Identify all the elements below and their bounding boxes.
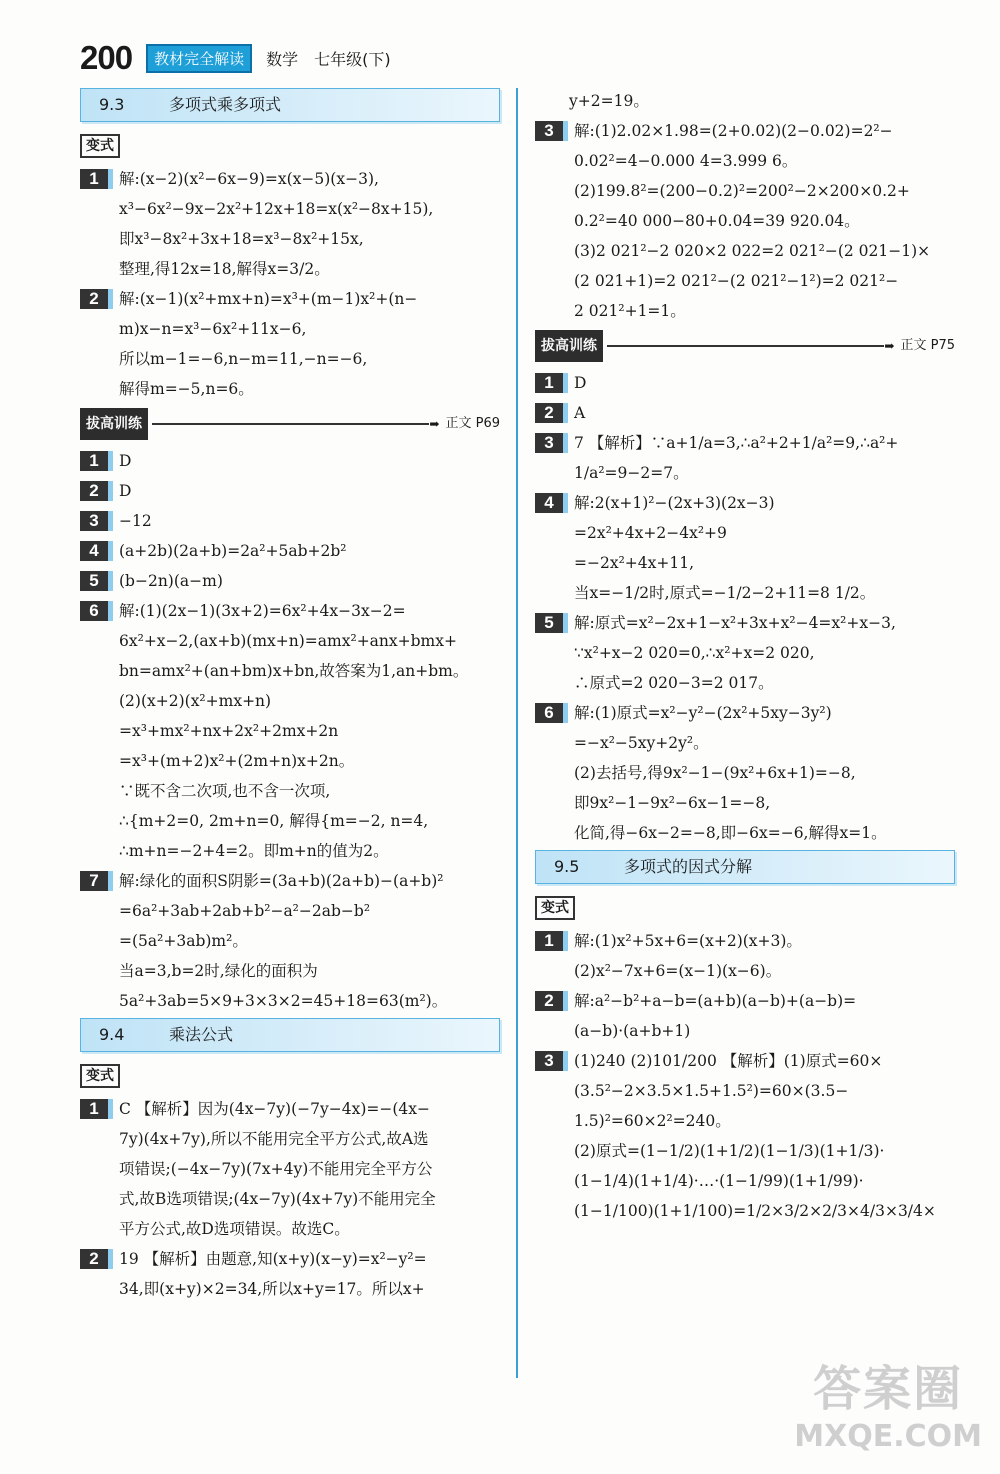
question-number: 2 (80, 1249, 113, 1269)
page-header (80, 38, 391, 78)
section-header-9-5: 9.5 多项式的因式分解 (535, 850, 955, 884)
answer-line: D (574, 374, 587, 392)
variant-tag: 变式 (535, 896, 575, 920)
question-number: 1 (535, 373, 568, 393)
answer-line: 平方公式,故D选项错误。故选C。 (119, 1220, 350, 1238)
answer-item (80, 446, 500, 476)
answer-line: 解:(1)x²+5x+6=(x+2)(x+3)。 (574, 932, 802, 950)
answer-body (574, 986, 955, 1046)
arrow-icon: ➡ (429, 417, 440, 431)
answer-item (535, 1046, 955, 1226)
answer-item (535, 698, 955, 848)
answer-line: 当a=3,b=2时,绿化的面积为 (119, 962, 318, 980)
answer-line: C 【解析】因为(4x−7y)(−7y−4x)=−(4x− (119, 1100, 430, 1118)
answer-body (119, 566, 500, 596)
question-number: 1 (535, 931, 568, 951)
question-number: 1 (80, 451, 113, 471)
answer-body (574, 116, 955, 326)
answer-item (535, 986, 955, 1046)
answer-group (80, 446, 500, 1016)
question-number: 7 (80, 871, 113, 891)
answer-item (80, 536, 500, 566)
answer-line: (2)原式=(1−1/2)(1+1/2)(1−1/3)(1+1/3)· (574, 1142, 885, 1160)
answer-group (535, 116, 955, 326)
question-number: 3 (80, 511, 113, 531)
answer-line: 解:(1)2.02×1.98=(2+0.02)(2−0.02)=2²− (574, 122, 893, 140)
answer-item (535, 116, 955, 326)
answer-line: 0.2²=40 000−80+0.04=39 920.04。 (574, 212, 860, 230)
answer-group (535, 368, 955, 848)
page-number: 200 (80, 39, 133, 76)
answer-line: x³−6x²−9x−2x²+12x+18=x(x²−8x+15), (119, 200, 434, 218)
answer-line: 6x²+x−2,(ax+b)(mx+n)=amx²+anx+bmx+ (119, 632, 457, 650)
answer-group (535, 926, 955, 1226)
answer-line: 当x=−1/2时,原式=−1/2−2+11=8 1/2。 (574, 584, 876, 602)
answer-line: (2)199.8²=(200−0.2)²=200²−2×200×0.2+ (574, 182, 910, 200)
column-divider (516, 88, 518, 1378)
question-number: 2 (80, 289, 113, 309)
answer-line: 解:(1)(2x−1)(3x+2)=6x²+4x−3x−2= (119, 602, 406, 620)
answer-line: 解:原式=x²−2x+1−x²+3x+x²−4=x²+x−3, (574, 614, 896, 632)
answer-line: 1.5)²=60×2²=240。 (574, 1112, 731, 1130)
answer-line: 整理,得12x=18,解得x=3/2。 (119, 260, 330, 278)
question-number: 1 (80, 1099, 113, 1119)
answer-line: 34,即(x+y)×2=34,所以x+y=17。所以x+ (119, 1280, 425, 1298)
section-header-9-3: 9.3 多项式乘多项式 (80, 88, 500, 122)
answer-line: 解:绿化的面积S阴影=(3a+b)(2a+b)−(a+b)² (119, 872, 444, 890)
answer-line: 解:(x−1)(x²+mx+n)=x³+(m−1)x²+(n− (119, 290, 418, 308)
answer-item (80, 164, 500, 284)
answer-group (80, 164, 500, 404)
answer-item (80, 476, 500, 506)
variant-tag: 变式 (80, 1064, 120, 1088)
question-number: 1 (80, 169, 113, 189)
training-bar: 拔高训练 ➡ 正文 P69 (80, 408, 500, 440)
answer-line: 0.02²=4−0.000 4=3.999 6。 (574, 152, 798, 170)
answer-line: D (119, 482, 132, 500)
answer-body (119, 1244, 500, 1304)
watermark: 答案圈 MXQE.COM (794, 1361, 982, 1454)
answer-line: (3)2 021²−2 020×2 022=2 021²−(2 021−1)× (574, 242, 931, 260)
answer-item (535, 926, 955, 986)
training-bar: 拔高训练 ➡ 正文 P75 (535, 330, 955, 362)
answer-body (119, 536, 500, 566)
answer-body (574, 398, 955, 428)
answer-line: 式,故B选项错误;(4x−7y)(4x+7y)不能用完全 (119, 1190, 436, 1208)
answer-line: =−x²−5xy+2y²。 (574, 734, 709, 752)
answer-item (80, 1094, 500, 1244)
answer-item (535, 398, 955, 428)
right-column (535, 86, 955, 1226)
answer-group (80, 1094, 500, 1304)
answer-line: 19 【解析】由题意,知(x+y)(x−y)=x²−y²= (119, 1250, 427, 1268)
answer-line: ∴m+n=−2+4=2。即m+n的值为2。 (119, 842, 389, 860)
question-number: 3 (535, 433, 568, 453)
brand-badge: 教材完全解读 (146, 44, 252, 73)
variant-tag: 变式 (80, 134, 120, 158)
question-number: 5 (535, 613, 568, 633)
answer-item (80, 566, 500, 596)
answer-line: 所以m−1=−6,n−m=11,−n=−6, (119, 350, 368, 368)
answer-line: 5a²+3ab=5×9+3×3×2=45+18=63(m²)。 (119, 992, 448, 1010)
answer-line: =(5a²+3ab)m²。 (119, 932, 248, 950)
answer-line: =6a²+3ab+2ab+b²−a²−2ab−b² (119, 902, 371, 920)
answer-line: (a−b)·(a+b+1) (574, 1022, 691, 1040)
answer-line: 解:(1)原式=x²−y²−(2x²+5xy−3y²) (574, 704, 832, 722)
answer-line: m)x−n=x³−6x²+11x−6, (119, 320, 307, 338)
question-number: 2 (535, 403, 568, 423)
answer-line: A (574, 404, 586, 422)
answer-line: 1/a²=9−2=7。 (574, 464, 689, 482)
answer-item (535, 368, 955, 398)
continued-line: y+2=19。 (569, 92, 649, 110)
answer-line: (1−1/100)(1+1/100)=1/2×3/2×2/3×4/3×3/4× (574, 1202, 936, 1220)
answer-line: (3.5²−2×3.5×1.5+1.5²)=60×(3.5− (574, 1082, 849, 1100)
answer-line: 即x³−8x²+3x+18=x³−8x²+15x, (119, 230, 364, 248)
question-number: 6 (80, 601, 113, 621)
answer-line: 7y)(4x+7y),所以不能用完全平方公式,故A选 (119, 1130, 429, 1148)
answer-body (119, 164, 500, 284)
answer-body (574, 488, 955, 608)
answer-item (535, 488, 955, 608)
answer-line: 解得m=−5,n=6。 (119, 380, 254, 398)
answer-body (119, 476, 500, 506)
answer-body (574, 1046, 955, 1226)
answer-line: 2 021²+1=1。 (574, 302, 686, 320)
subject-label: 数学 七年级(下) (266, 49, 391, 69)
question-number: 3 (535, 1051, 568, 1071)
answer-item (80, 866, 500, 1016)
answer-line: (1)240 (2)101/200 【解析】(1)原式=60× (574, 1052, 883, 1070)
answer-line: (b−2n)(a−m) (119, 572, 223, 590)
answer-line: (a+2b)(2a+b)=2a²+5ab+2b² (119, 542, 347, 560)
answer-line: (2)(x+2)(x²+mx+n) (119, 692, 272, 710)
answer-body (574, 926, 955, 986)
answer-item (535, 608, 955, 698)
answer-line: bn=amx²+(an+bm)x+bn,故答案为1,an+bm。 (119, 662, 469, 680)
answer-item (80, 506, 500, 536)
question-number: 5 (80, 571, 113, 591)
question-number: 6 (535, 703, 568, 723)
question-number: 3 (535, 121, 568, 141)
answer-line: 解:a²−b²+a−b=(a+b)(a−b)+(a−b)= (574, 992, 857, 1010)
question-number: 2 (535, 991, 568, 1011)
answer-line: −12 (119, 512, 152, 530)
question-number: 4 (535, 493, 568, 513)
answer-line: D (119, 452, 132, 470)
section-header-9-4: 9.4 乘法公式 (80, 1018, 500, 1052)
answer-body (119, 446, 500, 476)
answer-item (80, 596, 500, 866)
answer-line: =2x²+4x+2−4x²+9 (574, 524, 727, 542)
answer-line: 解:2(x+1)²−(2x+3)(2x−3) (574, 494, 775, 512)
answer-item (80, 284, 500, 404)
answer-line: 项错误;(−4x−7y)(7x+4y)不能用完全平方公 (119, 1160, 433, 1178)
answer-item (80, 1244, 500, 1304)
answer-line: (1−1/4)(1+1/4)·…·(1−1/99)(1+1/99)· (574, 1172, 864, 1190)
arrow-icon: ➡ (884, 339, 895, 353)
answer-body (574, 608, 955, 698)
answer-line: ∴{m+2=0, 2m+n=0, 解得{m=−2, n=4, (119, 812, 429, 830)
answer-line: 即9x²−1−9x²−6x−1=−8, (574, 794, 771, 812)
left-column (80, 86, 500, 1304)
answer-item (535, 428, 955, 488)
answer-body (119, 1094, 500, 1244)
answer-line: 解:(x−2)(x²−6x−9)=x(x−5)(x−3), (119, 170, 379, 188)
answer-body (119, 284, 500, 404)
answer-line: ∴原式=2 020−3=2 017。 (574, 674, 774, 692)
answer-line: (2)x²−7x+6=(x−1)(x−6)。 (574, 962, 782, 980)
answer-line: ∵x²+x−2 020=0,∴x²+x=2 020, (574, 644, 815, 662)
answer-line: (2)去括号,得9x²−1−(9x²+6x+1)=−8, (574, 764, 856, 782)
answer-line: ∵既不含二次项,也不含一次项, (119, 782, 331, 800)
question-number: 2 (80, 481, 113, 501)
answer-body (574, 428, 955, 488)
answer-line: =x³+(m+2)x²+(2m+n)x+2n。 (119, 752, 355, 770)
answer-body (119, 596, 500, 866)
answer-body (119, 506, 500, 536)
question-number: 4 (80, 541, 113, 561)
answer-line: (2 021+1)=2 021²−(2 021²−1²)=2 021²− (574, 272, 899, 290)
answer-line: 7 【解析】∵a+1/a=3,∴a²+2+1/a²=9,∴a²+ (574, 434, 899, 452)
answer-line: =−2x²+4x+11, (574, 554, 695, 572)
answer-body (574, 368, 955, 398)
answer-line: =x³+mx²+nx+2x²+2mx+2n (119, 722, 339, 740)
answer-line: 化简,得−6x−2=−8,即−6x=−6,解得x=1。 (574, 824, 887, 842)
answer-body (119, 866, 500, 1016)
answer-body (574, 698, 955, 848)
